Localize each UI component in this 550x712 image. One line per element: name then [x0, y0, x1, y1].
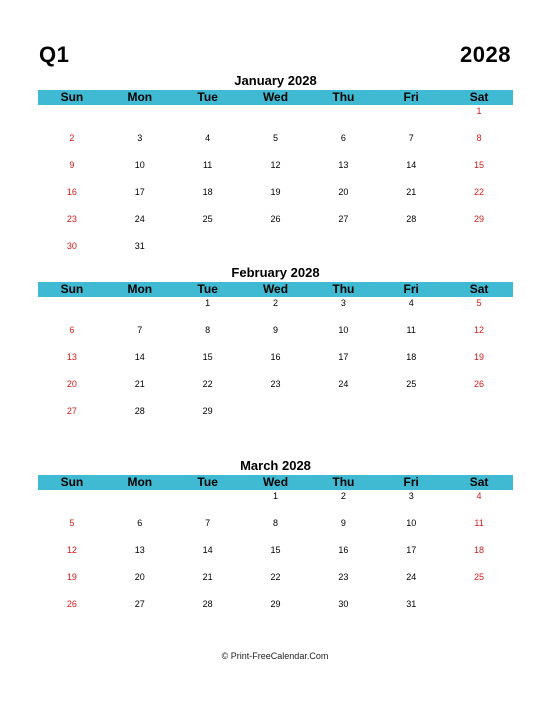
day-cell: 25: [474, 572, 485, 582]
day-cell: 6: [137, 518, 143, 528]
empty-cell: [38, 297, 106, 324]
quarter-label: Q1: [39, 42, 70, 67]
day-cell: 8: [272, 518, 278, 528]
day-cell: 24: [338, 379, 349, 389]
day-cell: 18: [406, 352, 417, 362]
month-title: January 2028: [234, 73, 317, 88]
day-cell: 24: [406, 572, 417, 582]
empty-cell: [174, 105, 242, 132]
days-grid: [38, 297, 513, 432]
day-cell: 9: [340, 518, 346, 528]
empty-cell: [309, 240, 377, 267]
empty-cell: [309, 405, 377, 432]
day-cell: 12: [270, 160, 281, 170]
day-cell: 26: [474, 379, 485, 389]
day-cell: 28: [406, 214, 417, 224]
day-cell: 26: [66, 599, 77, 609]
day-cell: 27: [338, 214, 349, 224]
weekday-label: Fri: [403, 90, 419, 104]
day-cell: 7: [205, 518, 211, 528]
day-cell: 11: [474, 518, 484, 528]
empty-cell: [445, 405, 513, 432]
weekday-label: Sat: [469, 90, 489, 104]
day-cell: 29: [474, 214, 485, 224]
day-cell: 15: [474, 160, 485, 170]
day-cell: 2: [340, 491, 346, 501]
day-cell: 29: [202, 406, 213, 416]
empty-cell: [38, 490, 106, 517]
empty-cell: [106, 297, 174, 324]
day-cell: 18: [202, 187, 213, 197]
day-cell: 8: [205, 325, 211, 335]
day-cell: 17: [338, 352, 349, 362]
day-cell: 28: [134, 406, 145, 416]
day-cell: 1: [272, 491, 278, 501]
empty-cell: [445, 598, 513, 625]
weekday-header: [38, 282, 513, 297]
day-cell: 7: [408, 133, 414, 143]
day-cell: 3: [408, 491, 414, 501]
day-cell: 4: [476, 491, 482, 501]
day-cell: 15: [202, 352, 213, 362]
weekday-label: Thu: [332, 475, 355, 489]
empty-cell: [38, 105, 106, 132]
weekday-label: Tue: [197, 282, 218, 296]
day-cell: 21: [202, 572, 213, 582]
day-cell: 2: [272, 298, 278, 308]
day-cell: 12: [474, 325, 485, 335]
day-cell: 8: [476, 133, 482, 143]
day-cell: 19: [270, 187, 281, 197]
day-cell: 23: [338, 572, 349, 582]
day-cell: 25: [202, 214, 213, 224]
day-cell: 22: [270, 572, 281, 582]
day-cell: 1: [476, 106, 482, 116]
day-cell: 6: [340, 133, 346, 143]
empty-cell: [445, 240, 513, 267]
weekday-label: Wed: [262, 282, 289, 296]
weekday-label: Tue: [197, 90, 218, 104]
day-cell: 1: [205, 298, 211, 308]
day-cell: 20: [338, 187, 349, 197]
weekday-label: Fri: [403, 475, 419, 489]
weekday-label: Wed: [262, 475, 289, 489]
day-cell: 22: [474, 187, 485, 197]
day-cell: 23: [270, 379, 281, 389]
day-cell: 5: [69, 518, 75, 528]
weekday-label: Mon: [127, 475, 153, 489]
day-cell: 10: [406, 518, 417, 528]
empty-cell: [174, 490, 242, 517]
day-cell: 19: [474, 352, 485, 362]
day-cell: 16: [270, 352, 281, 362]
empty-cell: [106, 105, 174, 132]
weekday-label: Thu: [332, 282, 355, 296]
weekday-label: Tue: [197, 475, 218, 489]
month-march: [38, 458, 513, 625]
day-cell: 11: [406, 325, 416, 335]
day-cell: 29: [270, 599, 281, 609]
empty-cell: [242, 105, 310, 132]
month-february: [38, 265, 513, 432]
weekday-label: Sun: [60, 282, 84, 296]
weekday-label: Sun: [60, 475, 84, 489]
day-cell: 30: [338, 599, 349, 609]
day-cell: 16: [66, 187, 77, 197]
day-cell: 25: [406, 379, 417, 389]
day-cell: 28: [202, 599, 213, 609]
day-cell: 12: [66, 545, 77, 555]
empty-cell: [174, 240, 242, 267]
weekday-label: Sat: [469, 475, 489, 489]
weekday-label: Wed: [262, 90, 289, 104]
day-cell: 4: [408, 298, 414, 308]
day-cell: 30: [66, 241, 77, 251]
day-cell: 14: [202, 545, 213, 555]
day-cell: 5: [476, 298, 482, 308]
day-cell: 17: [134, 187, 145, 197]
day-cell: 20: [134, 572, 145, 582]
weekday-label: Thu: [332, 90, 355, 104]
day-cell: 18: [474, 545, 485, 555]
day-cell: 10: [134, 160, 145, 170]
weekday-label: Sun: [60, 90, 84, 104]
year-label: 2028: [460, 42, 511, 67]
day-cell: 3: [340, 298, 346, 308]
day-cell: 13: [134, 545, 145, 555]
day-cell: 13: [66, 352, 77, 362]
days-grid: [38, 105, 513, 267]
day-cell: 11: [202, 160, 213, 170]
month-title: February 2028: [231, 265, 320, 280]
day-cell: 15: [270, 545, 281, 555]
day-cell: 24: [134, 214, 145, 224]
day-cell: 21: [134, 379, 145, 389]
empty-cell: [309, 105, 377, 132]
day-cell: 23: [66, 214, 77, 224]
day-cell: 14: [406, 160, 417, 170]
day-cell: 22: [202, 379, 213, 389]
weekday-header: [38, 90, 513, 105]
day-cell: 9: [272, 325, 278, 335]
day-cell: 17: [406, 545, 417, 555]
day-cell: 27: [66, 406, 77, 416]
day-cell: 4: [205, 133, 211, 143]
day-cell: 19: [66, 572, 77, 582]
day-cell: 31: [134, 241, 145, 251]
footer-copyright: © Print-FreeCalendar.Com: [221, 651, 329, 661]
weekday-label: Mon: [127, 90, 153, 104]
day-cell: 9: [69, 160, 75, 170]
days-grid: [38, 490, 513, 625]
month-january: [38, 73, 513, 267]
day-cell: 7: [137, 325, 143, 335]
day-cell: 21: [406, 187, 417, 197]
empty-cell: [377, 405, 445, 432]
empty-cell: [242, 405, 310, 432]
day-cell: 2: [69, 133, 75, 143]
day-cell: 14: [134, 352, 145, 362]
empty-cell: [242, 240, 310, 267]
empty-cell: [377, 105, 445, 132]
weekday-label: Fri: [403, 282, 419, 296]
day-cell: 16: [338, 545, 349, 555]
day-cell: 26: [270, 214, 281, 224]
day-cell: 31: [406, 599, 417, 609]
day-cell: 20: [66, 379, 77, 389]
weekday-label: Mon: [127, 282, 153, 296]
day-cell: 27: [134, 599, 145, 609]
day-cell: 13: [338, 160, 349, 170]
day-cell: 5: [272, 133, 278, 143]
day-cell: 6: [69, 325, 75, 335]
day-cell: 3: [137, 133, 143, 143]
weekday-label: Sat: [469, 282, 489, 296]
empty-cell: [377, 240, 445, 267]
weekday-header: [38, 475, 513, 490]
empty-cell: [106, 490, 174, 517]
month-title: March 2028: [240, 458, 311, 473]
day-cell: 10: [338, 325, 349, 335]
